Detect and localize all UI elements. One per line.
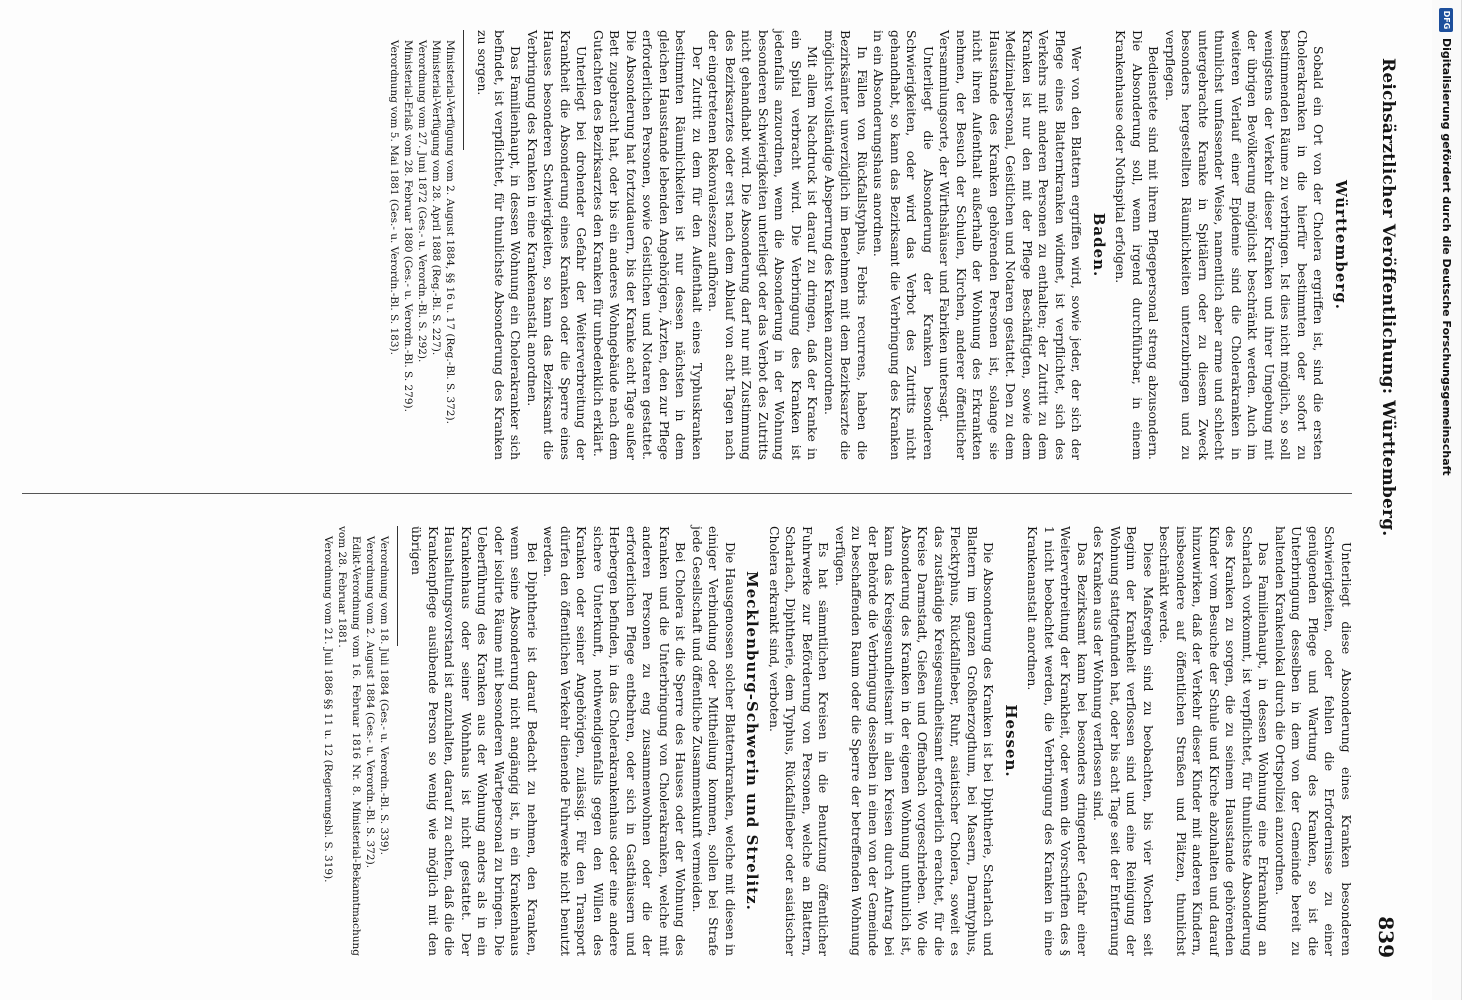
left-column: [24, 30, 1354, 460]
paragraph: Unterliegt bei drohender Gefahr der Weiterverbreitung der Krankheit die Absonderung eines Kranken oder die Sperre eines Hauses besonderen Schwierigkeiten, so kann das Bezirksamt die Verbringung des Kranken in eine Krankenanstalt anordnen.: [525, 30, 590, 460]
right-column: [24, 526, 1354, 956]
footnote: Edikt-Verordnung vom 16. Februar 1816 Nr. 8. Ministerial-Bekanntmachung vom 28. Februar 1881.: [336, 526, 362, 956]
paragraph: Bei Cholera ist die Sperre des Hauses oder der Wohnung des Kranken und die Unterbringung von Cholerakranken, welche mit anderen Personen zu eng zusammenwohnen oder die der erforderlichen Pflege entbehren, oder sich in Gasthäusern und Herbergen befinden, in das Cholerakrankenhaus oder eine andere sichere Unterkunft, nothwendigenfalls gegen den Willen des Kranken oder seiner Angehörigen, zulässig. Für den Transport dürfen den öffentlichen Verkehr dienende Fuhrwerke nicht benutzt werden.: [541, 526, 689, 956]
paragraph: Die Absonderung des Kranken ist bei Diphtherie, Scharlach und Blattern im ganzen Großherzogthum, bei Masern, Darmtyphus, Flecktyphus, Rückfallfieber, Ruhr, asiatischer Cholera, soweit es das zuständige Kreisgesundheitsamt erforderlich erachtet, für die Kreise Darmstadt, Gießen und Offenbach vorgeschrieben. Wo die Absonderung des Kranken in der eigenen Wohnung unthunlich ist, kann das Kreisgesundheitsamt in allen Kreisen durch Antrag bei der Behörde die Verbringung desselben in einen von der Gemeinde zu beschaffenden Raum oder die Sperre der betreffenden Wohnung verfügen.: [833, 526, 997, 956]
paragraph: Es hat sämmtlichen Kreisen in die Benutzung öffentlicher Fuhrwerke zur Beförderung von Personen, welche an Blattern, Scharlach, Diphtherie, dem Typhus, Rückfallfieber oder asiatischer Cholera erkrankt sind, verboten.: [767, 526, 832, 956]
paragraph: Unterliegt diese Absonderung eines Kranken besonderen Schwierigkeiten, oder fehlen die Erfordernisse zu einer genügenden Pflege und Wartung des Kranken, so ist die Unterbringung desselben in dem von der Gemeinde bereit zu haltenden Krankenlokal durch die Ortspolizei anzuordnen.: [1273, 526, 1354, 956]
section-heading: Hessen.: [1002, 704, 1020, 778]
digitization-credit: [1432, 0, 1462, 1000]
dfg-logo-icon: DFG: [1440, 8, 1454, 32]
paragraph: Sobald ein Ort von der Cholera ergriffen ist, sind die ersten Cholerakranken in die hierfür bestimmten oder sofort zu bestimmenden Räume zu verbringen. Ist dies nicht möglich, so soll wenigstens der Verkehr dieser Kranken und ihrer Umgebung mit der übrigen Bevölkerung möglichst beschränkt werden. Auch im weiteren Verlauf einer Epidemie sind die Cholerakranken in thunlichst umfassender Weise, namentlich aber arme und schlecht untergebrachte Kranke in Spitälern oder zu diesem Zweck besonders hergestellten Räumlichkeiten unterzubringen und zu verpflegen.: [1163, 30, 1327, 460]
paragraph: Das Familienhaupt, in dessen Wohnung eine Erkrankung an Scharlach vorkommt, ist verpflichtet, für thunlichste Absonderung des Kranken zu sorgen, die zu seinem Hausstande gehörenden Kinder vom Besuche der Schule und Kirche abzuhalten und darauf hinzuwirken, daß der Verkehr dieser Kinder mit anderen Kindern, insbesondere auf öffentlichen Straßen und Plätzen, thunlichst beschränkt werde.: [1157, 526, 1272, 956]
paragraph: Die Hausgenossen solcher Blatternkranken, welche mit diesen in einiger Verbindung oder Mittheilung kommen, sollen bei Strafe jede Gesellschaft und öffentliche Zusammenkunft vermeiden.: [690, 526, 738, 956]
footnote: Verordnung vom 21. Juli 1886 §§ 11 u. 12 (Regierungsbl. S. 319).: [322, 536, 334, 883]
page-number: 839: [1374, 916, 1398, 958]
paragraph: Wer von den Blattern ergriffen wird, sowie jeder, der sich der Pflege eines Blatternkranken widmet, ist verpflichtet, sich des Verkehrs mit anderen Personen zu enthalten; der Zutritt zu dem Kranken ist nur den mit der Pflege Beschäftigten, sowie dem Medizinalpersonal, Geistlichen und Notaren gestattet. Den zu dem Hausstande des Kranken gehörenden Personen ist, solange sie nicht ihren Aufenthalt außerhalb der Wohnung des Erkrankten nehmen, der Besuch der Schulen, Kirchen, anderer öffentlicher Versammlungsorte, der Wirthshäuser und Fabriken untersagt.: [937, 30, 1085, 460]
footnote: Verordnung vom 18. Juli 1884 (Ges.- u. Verordn.-Bl. S. 339).: [378, 536, 390, 855]
section-heading: Baden.: [1090, 212, 1108, 278]
footnote: Ministerial-Verfügung vom 28. April 1888 (Reg.-Bl. S. 227).: [430, 40, 442, 356]
paragraph: Diese Maßregeln sind zu beobachten, bis vier Wochen seit Beginn der Krankheit verflossen sind und eine Reinigung der Wohnung stattgefunden hat, oder bis acht Tage seit der Entfernung des Kranken aus der Wohnung verflossen sind.: [1091, 526, 1156, 956]
paragraph: In Fällen von Rückfallstyphus, Febris recurrens, haben die Bezirksämter unverzüglich im Benehmen mit dem Bezirksarzte die möglichst vollständige Absperrung des Kranken anzuordnen.: [822, 30, 870, 460]
running-head: [1364, 58, 1398, 958]
column-divider: [22, 493, 1352, 494]
footnote: Verordnung vom 2. August 1884 (Ges.- u. Verordn.-Bl. S. 372).: [364, 536, 376, 869]
footnote: Verordnung vom 27. Juni 1872 (Ges.- u. Verordn.-Bl. S. 292).: [416, 40, 428, 363]
paragraph: Der Zutritt zu dem für den Aufenthalt eines Typhuskranken bestimmten Räumlichkeiten ist nur dessen nächsten in dem gleichen Hausstande lebenden Angehörigen, Ärzten, den zur Pflege erforderlichen Personen, sowie Geistlichen und Notaren gestattet. Die Absonderung hat fortzudauern, bis der Kranke acht Tage außer Bett zugebracht hat, oder bis ein anderes Wohngebäude nach dem Gutachten des Bezirksarztes den Kranken für unbedenklich erklärt.: [591, 30, 705, 460]
paragraph: Bei Diphtherie ist darauf Bedacht zu nehmen, den Kranken, wenn seine Absonderung nicht angängig ist, in ein Krankenhaus oder isolirte Räume mit besonderen Wartepersonal zu bringen. Die Ueberführung des Kranken aus der Wohnung anders als in ein Krankenhaus oder seiner Wohnhaus ist nicht gestattet. Der Haushaltungsvorstand ist anzuhalten, darauf zu achten, daß die die Krankenpflege ausübende Person so wenig wie möglich mit den übrigen: [409, 526, 540, 956]
footnote: Ministerial-Erlaß vom 28. Februar 1880 (Ges.- u. Verordn.-Bl. S. 279).: [402, 40, 414, 412]
section-heading: Mecklenburg-Schwerin und Strelitz.: [743, 571, 762, 911]
paragraph: Das Familienhaupt, in dessen Wohnung ein Cholerakranker sich befindet, ist verpflichtet, für thunlichste Absonderung des Kranken zu sorgen.: [475, 30, 524, 460]
paragraph: Unterliegt die Absonderung der Kranken besonderen Schwierigkeiten, oder wird das Verbot des Zutritts nicht gehandhabt, so kann das Bezirksamt die Verbringung des Kranken in ein Absonderungshaus anordnen.: [871, 30, 936, 460]
paragraph: Das Bezirksamt kann bei besonders dringender Gefahr einer Weiterverbreitung der Krankheit, oder wenn die Vorschriften des § 1 nicht beobachtet werden, die Verbringung des Kranken in eine Krankenanstalt anordnen.: [1025, 526, 1090, 956]
footnote: Ministerial-Verfügung vom 2. August 1884, §§ 16 u. 17 (Reg.-Bl. S. 372).: [444, 40, 456, 424]
footnote-rule: [463, 30, 464, 150]
running-head-title: Reichsärztlicher Veröffentlichung: Württemberg.: [1378, 58, 1398, 537]
footnote-rule: [397, 526, 398, 646]
section-heading: Württemberg.: [1332, 180, 1350, 310]
footnote: Verordnung vom 5. Mai 1881 (Ges.- u. Verordn.-Bl. S. 183).: [388, 40, 400, 355]
paragraph: Mit allem Nachdruck ist darauf zu dringen, daß der Kranke in ein Spital verbracht wird. Die Verbringung des Kranken ist jedenfalls anzuordnen, wenn die Absonderung in der Wohnung besonderen Schwierigkeiten unterliegt oder das Verbot des Zutritts nicht gehandhabt wird. Die Absonderung darf nur mit Zustimmung des Bezirksarztes oder erst nach dem Ablauf von acht Tagen nach der eingetretenen Rekonvaleszenz aufhören.: [706, 30, 821, 460]
paragraph: Bedienstete sind mit ihrem Pflegepersonal streng abzusondern. Die Absonderung soll, wenn irgend durchführbar, in einem Krankenhause oder Nothspital erfolgen.: [1113, 30, 1162, 460]
credit-text: Digitalisierung gefördert durch die Deutsche Forschungsgemeinschaft: [1440, 38, 1453, 476]
